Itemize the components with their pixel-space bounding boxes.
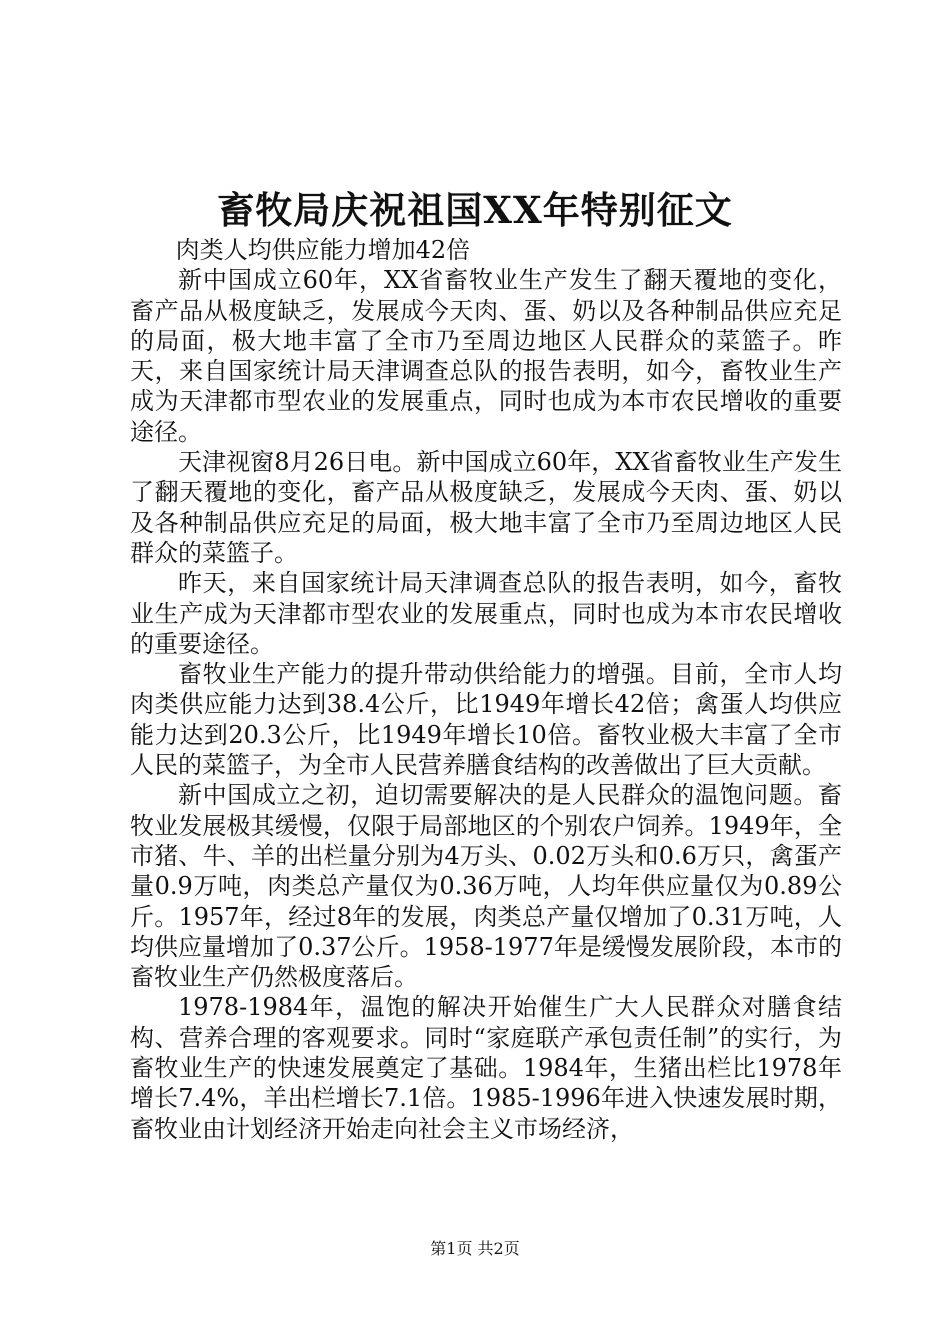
paragraph: 畜牧业生产能力的提升带动供给能力的增强。目前，全市人均肉类供应能力达到38.4公斤，比1949年增长42倍；禽蛋人均供应能力达到20.3公斤，比1949年增长10倍。畜牧业极大丰富了全市人民的菜篮子，为全市人民营养膳食结构的改善做出了巨大贡献。 xyxy=(130,660,842,780)
document-body xyxy=(130,235,842,1144)
paragraph: 昨天，来自国家统计局天津调查总队的报告表明，如今，畜牧业生产成为天津都市型农业的发展重点，同时也成为本市农民增收的重要途径。 xyxy=(130,569,842,658)
paragraph: 1978-1984年，温饱的解决开始催生广大人民群众对膳食结构、营养合理的客观要求。同时“家庭联产承包责任制”的实行，为畜牧业生产的快速发展奠定了基础。1984年，生猪出栏比1978年增长7.4%，羊出栏增长7.1倍。1985-1996年进入快速发展时期，畜牧业由计划经济开始走向社会主义市场经济， xyxy=(130,993,842,1143)
paragraph-subheading: 肉类人均供应能力增加42倍 xyxy=(175,236,471,264)
paragraph: 新中国成立60年，XX省畜牧业生产发生了翻天覆地的变化，畜产品从极度缺乏，发展成今天肉、蛋、奶以及各种制品供应充足的局面，极大地丰富了全市乃至周边地区人民群众的菜篮子。昨天，来自国家统计局天津调查总队的报告表明，如今，畜牧业生产成为天津都市型农业的发展重点，同时也成为本市农民增收的重要途径。 xyxy=(130,266,842,446)
document-title: 畜牧局庆祝祖国XX年特别征文 xyxy=(217,188,733,232)
paragraph: 天津视窗8月26日电。新中国成立60年，XX省畜牧业生产发生了翻天覆地的变化，畜产品从极度缺乏，发展成今天肉、蛋、奶以及各种制品供应充足的局面，极大地丰富了全市乃至周边地区人民群众的菜篮子。 xyxy=(130,448,842,567)
paragraph: 新中国成立之初，迫切需要解决的是人民群众的温饱问题。畜牧业发展极其缓慢，仅限于局部地区的个别农户饲养。1949年，全市猪、牛、羊的出栏量分别为4万头、0.02万头和0.6万只，禽蛋产量0.9万吨，肉类总产量仅为0.36万吨，人均年供应量仅为0.89公斤。1957年，经过8年的发展，肉类总产量仅增加了0.31万吨，人均供应量增加了0.37公斤。1958-1977年是缓慢发展阶段，本市的畜牧业生产仍然极度落后。 xyxy=(130,781,842,992)
page-footer: 第1页 共2页 xyxy=(430,1239,520,1258)
